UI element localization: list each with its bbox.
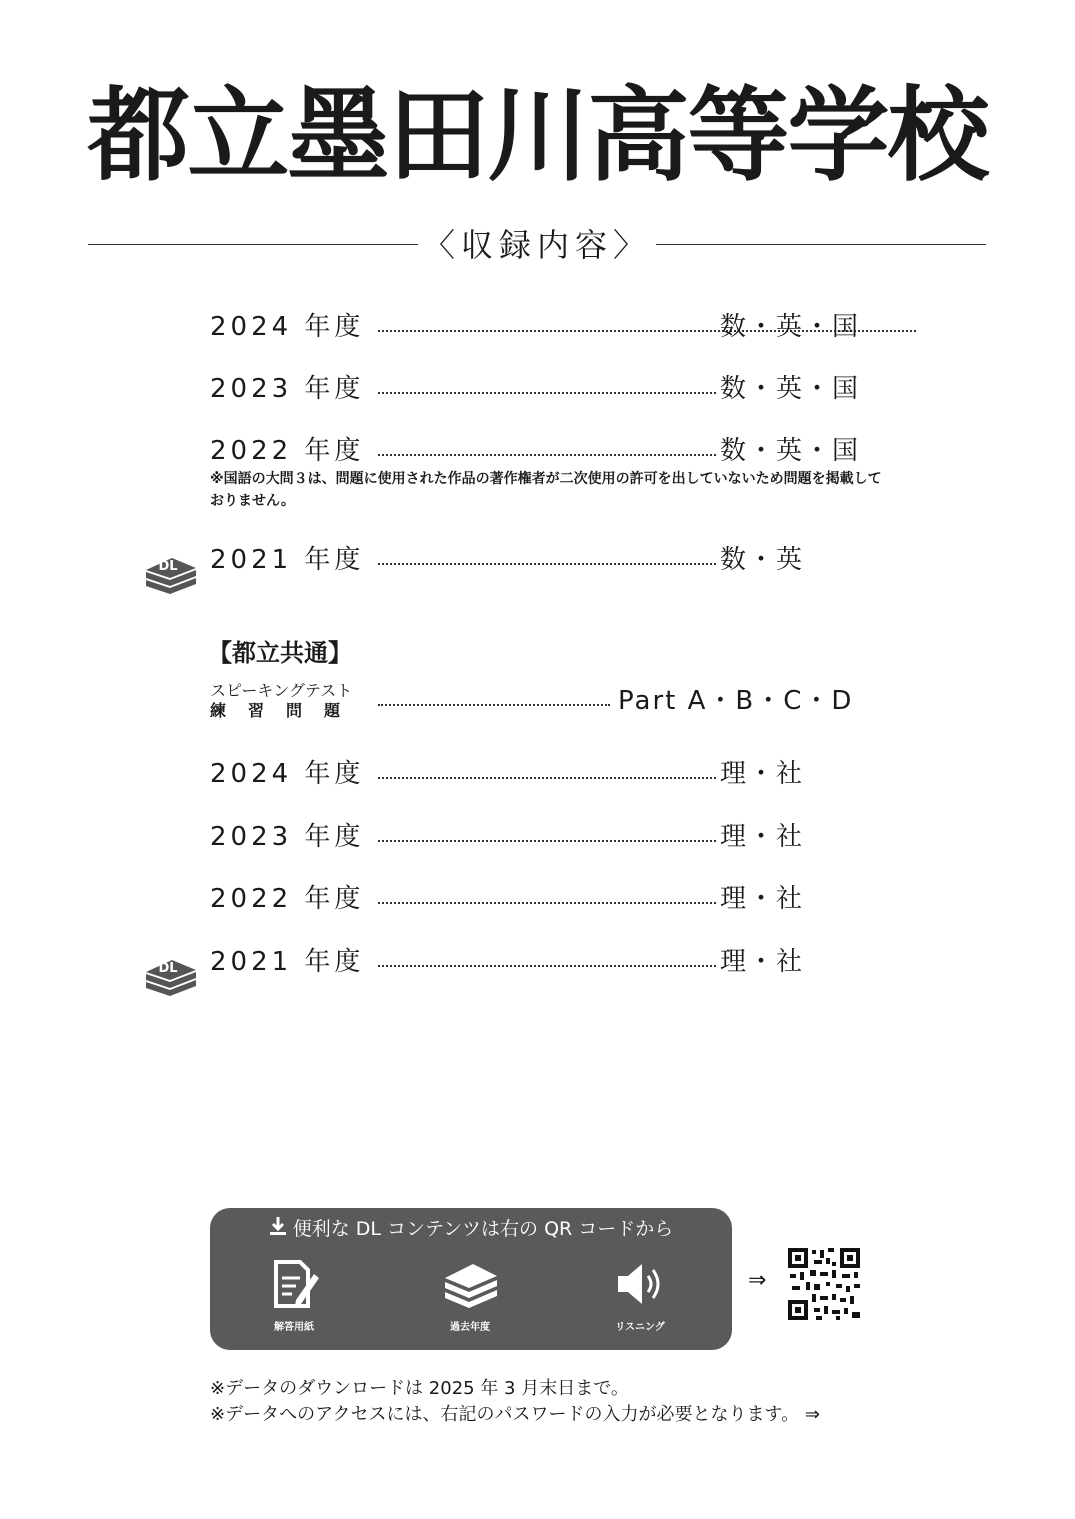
dot-leader <box>378 840 716 842</box>
row-year: 2024 年度 <box>210 312 365 342</box>
subtitle: 〈収録内容〉 <box>423 226 652 264</box>
dot-leader <box>378 454 716 456</box>
content-row <box>210 945 870 979</box>
books-icon <box>441 1297 499 1316</box>
divider-left <box>88 244 418 245</box>
footer-line: ※データへのアクセスには、右記のパスワードの入力が必要となります。 ⇒ <box>210 1404 820 1425</box>
feature-label: 過去年度 <box>450 1322 490 1333</box>
arrow-to-qr: ⇒ <box>748 1268 767 1293</box>
speaker-icon <box>612 1297 668 1316</box>
row-year: 2023 年度 <box>210 822 365 852</box>
document-pen-icon <box>266 1297 322 1316</box>
dl-icon-text: DL <box>158 961 178 976</box>
divider-right <box>656 244 986 245</box>
dot-leader <box>378 777 716 779</box>
qr-code[interactable] <box>786 1246 862 1322</box>
dot-leader <box>378 392 716 394</box>
content-row <box>210 543 870 577</box>
row-year: 2021 年度 <box>210 545 365 575</box>
subtitle-row <box>88 224 986 266</box>
footer-notes <box>210 1376 820 1428</box>
page-title: 都立墨田川高等学校 <box>87 77 988 196</box>
content-row <box>210 820 870 854</box>
dot-leader <box>378 563 716 565</box>
row-subjects: 数・英・国 <box>720 436 861 466</box>
content-row <box>210 310 870 344</box>
content-row <box>210 434 870 468</box>
feature-label: 解答用紙 <box>274 1322 314 1333</box>
feature-label: リスニング <box>615 1322 665 1333</box>
speaking-line2: 練習問題 <box>210 701 363 720</box>
row-subjects: 理・社 <box>720 884 805 914</box>
row-year: 2021 年度 <box>210 947 365 977</box>
row-subjects: Part A・B・C・D <box>618 686 854 716</box>
row-subjects: 理・社 <box>720 759 805 789</box>
download-books-icon <box>142 948 198 998</box>
content-row <box>210 372 870 406</box>
dl-icon-text: DL <box>158 559 178 574</box>
download-icon <box>269 1216 287 1243</box>
copyright-note: ※国語の大問３は、問題に使用された作品の著作権者が二次使用の許可を出していないため問題を掲載しておりません。 <box>210 471 882 509</box>
feature-listening <box>580 1256 700 1333</box>
row-subjects: 数・英 <box>720 545 805 575</box>
row-year: 2023 年度 <box>210 374 365 404</box>
section-heading: 【都立共通】 <box>208 639 352 667</box>
dot-leader <box>378 902 716 904</box>
footer-line: ※データのダウンロードは 2025 年 3 月末日まで。 <box>210 1378 629 1399</box>
row-year: 2022 年度 <box>210 884 365 914</box>
dl-content-banner <box>210 1208 732 1350</box>
row-subjects: 数・英・国 <box>720 312 861 342</box>
content-row <box>210 684 870 718</box>
row-subjects: 数・英・国 <box>720 374 861 404</box>
content-row <box>210 757 870 791</box>
row-subjects: 理・社 <box>720 947 805 977</box>
dot-leader <box>378 704 610 706</box>
speaking-line1: スピーキングテスト <box>210 681 353 700</box>
row-year: 2024 年度 <box>210 759 365 789</box>
row-subjects: 理・社 <box>720 822 805 852</box>
row-year: 2022 年度 <box>210 436 365 466</box>
banner-heading-text: 便利な DL コンテンツは右の QR コードから <box>292 1218 674 1240</box>
banner-heading <box>210 1216 732 1243</box>
feature-past-years <box>410 1256 530 1333</box>
download-books-icon <box>142 546 198 596</box>
feature-answer-sheet <box>234 1256 354 1333</box>
content-row <box>210 882 870 916</box>
dot-leader <box>378 965 716 967</box>
